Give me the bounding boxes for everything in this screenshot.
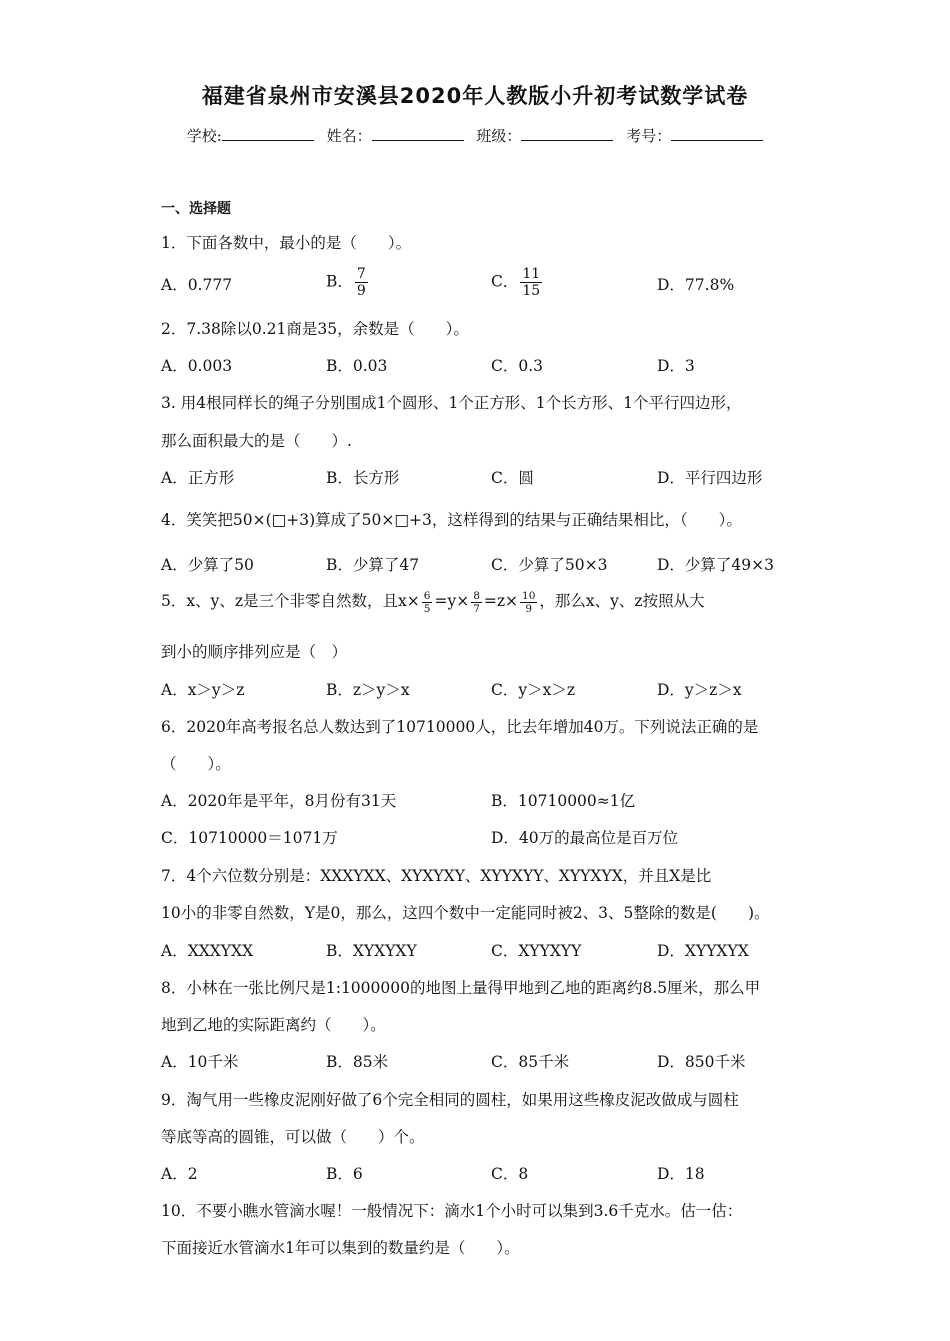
numerator: 7 xyxy=(356,266,366,282)
option-a: A．0.777 xyxy=(161,276,233,294)
option-c: C．XYYXYY xyxy=(491,942,582,960)
question-9-line-2: 等底等高的圆锥，可以做（ ）个。 xyxy=(161,1128,425,1146)
question-5-options xyxy=(161,678,801,712)
option-c: C．10710000＝1071万 xyxy=(161,829,338,847)
question-9-line-1: 9．淘气用一些橡皮泥刚好做了6个完全相同的圆柱，如果用这些橡皮泥改做成与圆柱 xyxy=(161,1091,739,1109)
option-d: D．40万的最高位是百万位 xyxy=(491,829,679,847)
fraction xyxy=(471,590,482,615)
fraction xyxy=(520,266,542,299)
option-label: C． xyxy=(491,272,519,291)
text: ，那么x、y、z按照从大 xyxy=(539,592,705,610)
numerator: 10 xyxy=(522,589,536,602)
numerator: 8 xyxy=(473,589,480,602)
option-c: C．少算了50×3 xyxy=(491,556,608,574)
question-5-line-2: 到小的顺序排列应是（ ） xyxy=(161,643,348,661)
option-d: D．850千米 xyxy=(657,1053,746,1071)
question-3-line-2: 那么面积最大的是（ ）. xyxy=(161,432,352,450)
denominator: 9 xyxy=(356,283,366,299)
name-label: 姓名： xyxy=(326,127,372,145)
option-b: B．0.03 xyxy=(326,357,388,375)
option-b: B．z＞y＞x xyxy=(326,681,410,699)
option-a: A．2 xyxy=(161,1165,198,1183)
numerator: 6 xyxy=(423,589,431,602)
option-c: C．0.3 xyxy=(491,357,544,375)
question-2: 2．7.38除以0.21商是35，余数是（ ）。 xyxy=(161,320,469,338)
numerator: 11 xyxy=(522,266,541,282)
name-blank xyxy=(372,128,464,141)
number-blank xyxy=(671,128,763,141)
denominator: 15 xyxy=(522,283,541,299)
school-field xyxy=(187,125,314,146)
option-a: A．2020年是平年，8月份有31天 xyxy=(161,792,397,810)
option-a: A．0.003 xyxy=(161,357,233,375)
question-8-line-2: 地到乙地的实际距离约（ ）。 xyxy=(161,1016,386,1034)
option-d: D．77.8% xyxy=(657,276,735,294)
option-a: A．x＞y＞z xyxy=(161,681,245,699)
option-d: D．3 xyxy=(657,357,695,375)
fraction xyxy=(520,590,537,615)
question-7-line-1: 7．4个六位数分别是：XXXYXX、XYXYXY、XYYXYY、XYYXYX，并且X是比 xyxy=(161,867,712,885)
option-c: C．y＞x＞z xyxy=(491,681,576,699)
option-b: B．6 xyxy=(326,1165,363,1183)
option-b: B．10710000≈1亿 xyxy=(491,792,636,810)
question-4: 4．笑笑把50×(□+3)算成了50×□+3，这样得到的结果与正确结果相比，（ ）。 xyxy=(161,511,742,529)
option-b: B．长方形 xyxy=(326,469,400,487)
question-10-line-1: 10．不要小瞧水管滴水喔！一般情况下：滴水1个小时可以集到3.6千克水。估一估： xyxy=(161,1202,743,1220)
denominator: 5 xyxy=(423,602,431,615)
question-6-line-1: 6．2020年高考报名总人数达到了10710000人，比去年增加40万。下列说法正确的是 xyxy=(161,718,759,736)
option-c: C．圆 xyxy=(491,469,534,487)
number-field xyxy=(626,125,763,146)
class-blank xyxy=(521,128,613,141)
question-10-line-2: 下面接近水管滴水1年可以集到的数量约是（ ）。 xyxy=(161,1239,520,1257)
question-8-line-1: 8．小林在一张比例尺是1:1000000的地图上量得甲地到乙地的距离约8.5厘米，那么甲 xyxy=(161,979,761,997)
question-3-options xyxy=(161,466,801,500)
question-5-line-1 xyxy=(161,589,801,615)
question-7-line-2: 10小的非零自然数，Y是0，那么，这四个数中一定能同时被2、3、5整除的数是( )。 xyxy=(161,904,770,922)
question-7-options xyxy=(161,939,801,973)
option-a: A．10千米 xyxy=(161,1053,239,1071)
denominator: 7 xyxy=(473,602,480,615)
school-label: 学校: xyxy=(186,127,222,145)
question-8-options xyxy=(161,1050,801,1084)
option-a: A．XXXYXX xyxy=(161,942,254,960)
option-c xyxy=(491,266,544,299)
option-c: C．85千米 xyxy=(491,1053,570,1071)
name-field xyxy=(327,125,464,146)
option-d: D．XYYXYX xyxy=(657,942,749,960)
question-9-options xyxy=(161,1162,801,1196)
question-1: 1．下面各数中，最小的是（ ）。 xyxy=(161,234,412,252)
text: =z× xyxy=(483,592,519,610)
option-d: D．18 xyxy=(657,1165,705,1183)
option-c: C．8 xyxy=(491,1165,529,1183)
option-b: B．少算了47 xyxy=(326,556,420,574)
exam-title: 福建省泉州市安溪县2020年人教版小升初考试数学试卷 xyxy=(201,84,749,108)
school-blank xyxy=(222,128,314,141)
fraction xyxy=(422,590,433,615)
student-info-line xyxy=(0,125,950,146)
option-d: D．少算了49×3 xyxy=(657,556,774,574)
option-b: B．XYXYXY xyxy=(326,942,417,960)
section-title: 一、选择题 xyxy=(161,201,231,217)
option-b: B．85米 xyxy=(326,1053,389,1071)
option-b xyxy=(326,266,370,299)
question-6-options-row-2 xyxy=(161,826,801,860)
option-a: A．少算了50 xyxy=(161,556,254,574)
question-2-options xyxy=(161,354,801,388)
fraction xyxy=(355,266,368,299)
denominator: 9 xyxy=(525,602,533,615)
class-field xyxy=(476,125,613,146)
option-d: D．y＞z＞x xyxy=(657,681,742,699)
question-1-options xyxy=(161,266,801,300)
option-label: B． xyxy=(326,272,353,291)
text: =y× xyxy=(434,592,470,610)
number-label: 考号： xyxy=(626,127,672,145)
question-3-line-1: 3. 用4根同样长的绳子分别围成1个圆形、1个正方形、1个长方形、1个平行四边形， xyxy=(161,394,742,412)
class-label: 班级： xyxy=(476,127,522,145)
question-6-options-row-1 xyxy=(161,789,801,823)
question-6-line-2: （ ）。 xyxy=(161,755,231,773)
option-d: D．平行四边形 xyxy=(657,469,763,487)
text: 5．x、y、z是三个非零自然数，且x× xyxy=(161,592,420,610)
option-a: A．正方形 xyxy=(161,469,235,487)
question-4-options xyxy=(161,553,801,587)
